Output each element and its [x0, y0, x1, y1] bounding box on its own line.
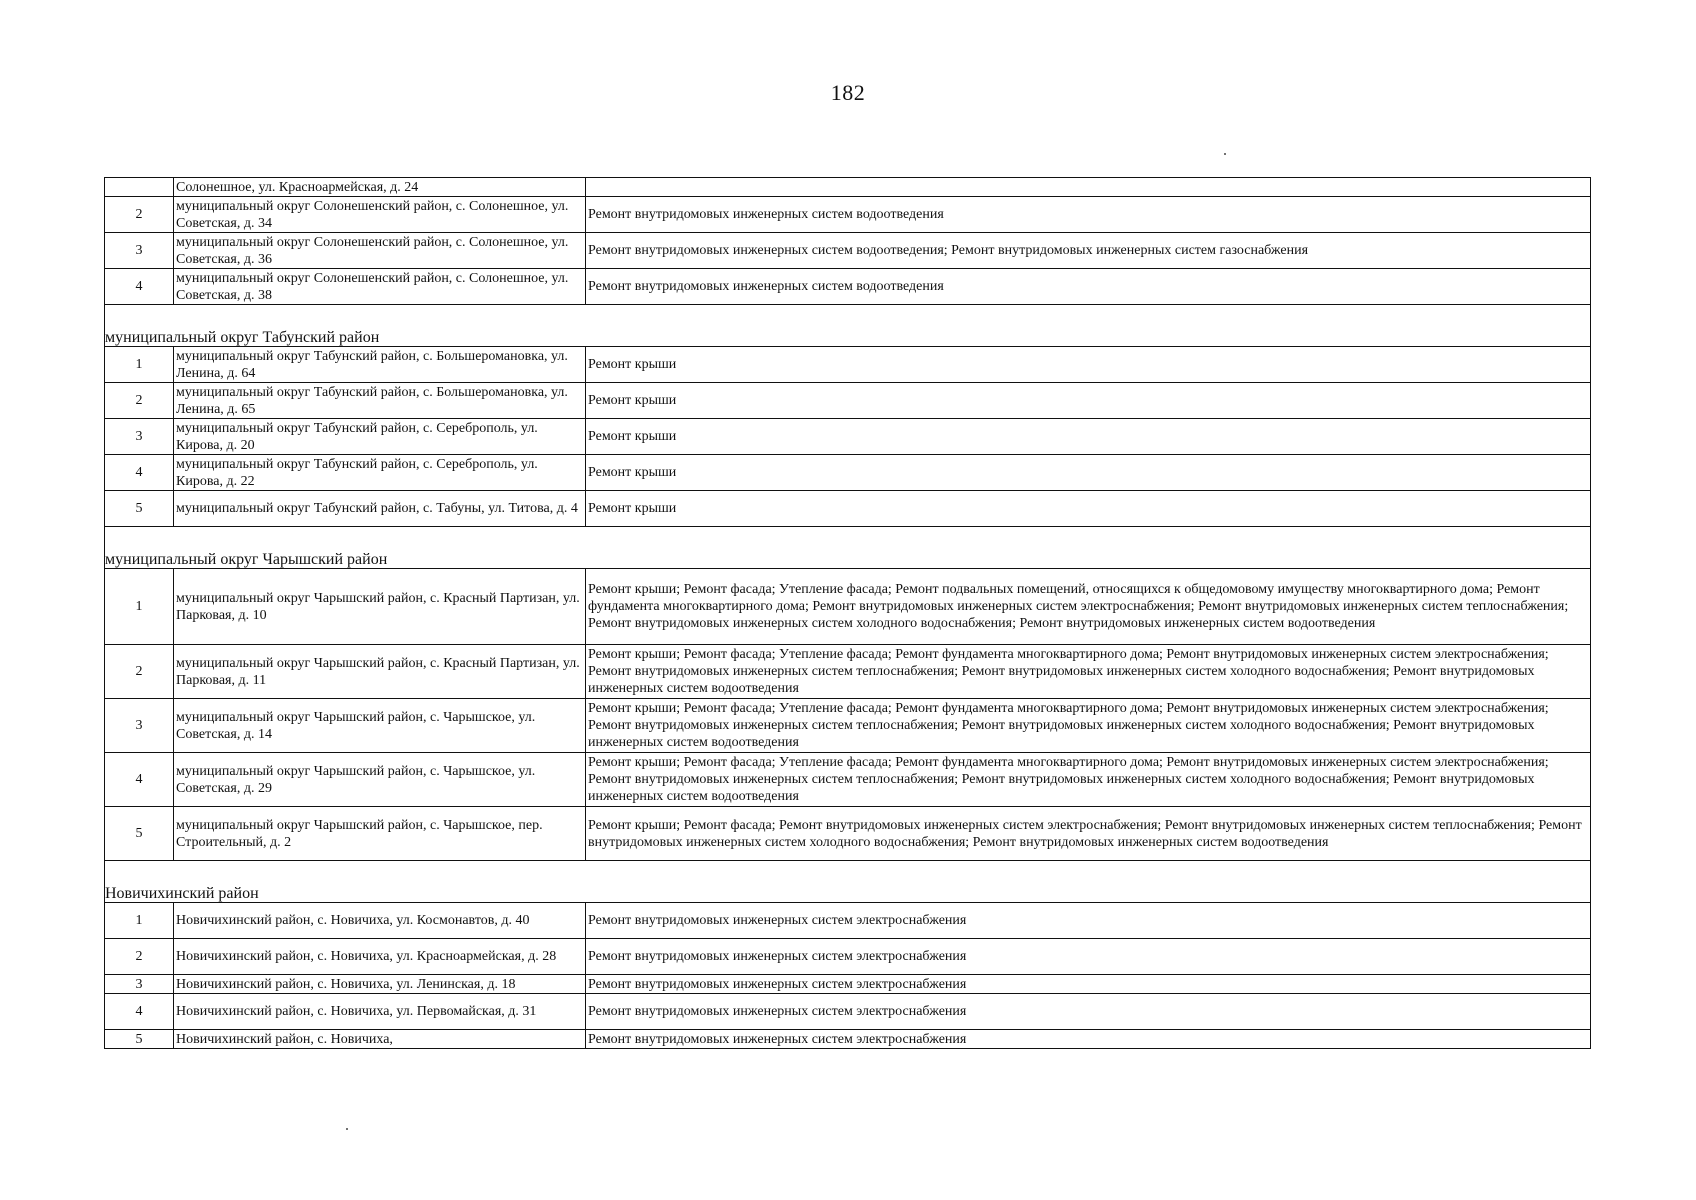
- row-number: 5: [105, 807, 174, 861]
- row-works: Ремонт крыши: [586, 347, 1591, 383]
- row-address: муниципальный округ Чарышский район, с. Красный Партизан, ул. Парковая, д. 10: [174, 569, 586, 645]
- table-row: [105, 383, 1591, 419]
- table-row: [105, 455, 1591, 491]
- row-number: 4: [105, 994, 174, 1030]
- row-number: 2: [105, 645, 174, 699]
- table-row: [105, 994, 1591, 1030]
- table-row: [105, 753, 1591, 807]
- row-address: Солонешное, ул. Красноармейская, д. 24: [174, 178, 586, 197]
- row-number: 1: [105, 347, 174, 383]
- section-title: муниципальный округ Табунский район: [105, 305, 1591, 347]
- row-number: 5: [105, 1030, 174, 1049]
- table-row: [105, 419, 1591, 455]
- row-number: [105, 178, 174, 197]
- scan-speck: [346, 1128, 348, 1130]
- table-row: [105, 939, 1591, 975]
- row-address: Новичихинский район, с. Новичиха, ул. Первомайская, д. 31: [174, 994, 586, 1030]
- row-number: 3: [105, 233, 174, 269]
- row-number: 5: [105, 491, 174, 527]
- row-works: Ремонт крыши; Ремонт фасада; Утепление фасада; Ремонт фундамента многоквартирного дома; Ремонт внутридомовых инженерных систем электроснабжения; Ремонт внутридомовых инженерных систем теплоснабжения; Ремонт внутридомовых инженерных систем холодного водоснабжения; Ремонт внутридомовых инженерных систем водоотведения: [586, 645, 1591, 699]
- table-row: [105, 699, 1591, 753]
- row-address: муниципальный округ Табунский район, с. Большеромановка, ул. Ленина, д. 64: [174, 347, 586, 383]
- row-number: 3: [105, 699, 174, 753]
- row-works: Ремонт крыши: [586, 419, 1591, 455]
- table-row: [105, 903, 1591, 939]
- row-number: 4: [105, 269, 174, 305]
- row-address: муниципальный округ Чарышский район, с. Чарышское, ул. Советская, д. 14: [174, 699, 586, 753]
- row-address: Новичихинский район, с. Новичиха, ул. Красноармейская, д. 28: [174, 939, 586, 975]
- row-number: 4: [105, 455, 174, 491]
- table-row: [105, 569, 1591, 645]
- row-works: Ремонт внутридомовых инженерных систем электроснабжения: [586, 903, 1591, 939]
- page-number: 182: [830, 80, 866, 105]
- row-works: Ремонт внутридомовых инженерных систем электроснабжения: [586, 994, 1591, 1030]
- row-number: 4: [105, 753, 174, 807]
- row-works: Ремонт крыши: [586, 491, 1591, 527]
- row-number: 3: [105, 419, 174, 455]
- section-heading-row: [105, 527, 1591, 569]
- row-address: муниципальный округ Солонешенский район, с. Солонешное, ул. Советская, д. 38: [174, 269, 586, 305]
- row-address: муниципальный округ Солонешенский район, с. Солонешное, ул. Советская, д. 34: [174, 197, 586, 233]
- table-row: [105, 491, 1591, 527]
- table-row: [105, 233, 1591, 269]
- row-address: муниципальный округ Чарышский район, с. Красный Партизан, ул. Парковая, д. 11: [174, 645, 586, 699]
- row-address: муниципальный округ Солонешенский район, с. Солонешное, ул. Советская, д. 36: [174, 233, 586, 269]
- row-address: муниципальный округ Табунский район, с. Сереброполь, ул. Кирова, д. 20: [174, 419, 586, 455]
- row-works: Ремонт крыши: [586, 383, 1591, 419]
- row-address: Новичихинский район, с. Новичиха, ул. Ленинская, д. 18: [174, 975, 586, 994]
- row-works: Ремонт внутридомовых инженерных систем водоотведения: [586, 269, 1591, 305]
- table-row: [105, 975, 1591, 994]
- row-works: Ремонт крыши; Ремонт фасада; Ремонт внутридомовых инженерных систем электроснабжения; Ремонт внутридомовых инженерных систем теплоснабжения; Ремонт внутридомовых инженерных систем холодного водоснабжения; Ремонт внутридомовых инженерных систем водоотведения: [586, 807, 1591, 861]
- row-works: Ремонт внутридомовых инженерных систем электроснабжения: [586, 1030, 1591, 1049]
- row-address: муниципальный округ Чарышский район, с. Чарышское, пер. Строительный, д. 2: [174, 807, 586, 861]
- row-works: Ремонт крыши; Ремонт фасада; Утепление фасада; Ремонт подвальных помещений, относящихся к общедомовому имуществу многоквартирного дома; Ремонт фундамента многоквартирного дома; Ремонт внутридомовых инженерных систем электроснабжения; Ремонт внутридомовых инженерных систем теплоснабжения; Ремонт внутридомовых инженерных систем холодного водоснабжения; Ремонт внутридомовых инженерных систем водоотведения: [586, 569, 1591, 645]
- row-number: 2: [105, 939, 174, 975]
- row-address: муниципальный округ Табунский район, с. Сереброполь, ул. Кирова, д. 22: [174, 455, 586, 491]
- section-heading-row: [105, 861, 1591, 903]
- row-number: 1: [105, 569, 174, 645]
- section-title: муниципальный округ Чарышский район: [105, 527, 1591, 569]
- table-row: [105, 178, 1591, 197]
- row-address: муниципальный округ Табунский район, с. Табуны, ул. Титова, д. 4: [174, 491, 586, 527]
- row-works: Ремонт крыши; Ремонт фасада; Утепление фасада; Ремонт фундамента многоквартирного дома; Ремонт внутридомовых инженерных систем электроснабжения; Ремонт внутридомовых инженерных систем теплоснабжения; Ремонт внутридомовых инженерных систем холодного водоснабжения; Ремонт внутридомовых инженерных систем водоотведения: [586, 699, 1591, 753]
- row-works: Ремонт внутридомовых инженерных систем электроснабжения: [586, 939, 1591, 975]
- section-heading-row: [105, 305, 1591, 347]
- row-works: Ремонт внутридомовых инженерных систем водоотведения; Ремонт внутридомовых инженерных систем газоснабжения: [586, 233, 1591, 269]
- table-row: [105, 807, 1591, 861]
- row-address: муниципальный округ Табунский район, с. Большеромановка, ул. Ленина, д. 65: [174, 383, 586, 419]
- table-row: [105, 645, 1591, 699]
- row-works: Ремонт крыши; Ремонт фасада; Утепление фасада; Ремонт фундамента многоквартирного дома; Ремонт внутридомовых инженерных систем электроснабжения; Ремонт внутридомовых инженерных систем теплоснабжения; Ремонт внутридомовых инженерных систем холодного водоснабжения; Ремонт внутридомовых инженерных систем водоотведения: [586, 753, 1591, 807]
- row-address: Новичихинский район, с. Новичиха,: [174, 1030, 586, 1049]
- row-address: Новичихинский район, с. Новичиха, ул. Космонавтов, д. 40: [174, 903, 586, 939]
- section-title: Новичихинский район: [105, 861, 1591, 903]
- table-row: [105, 347, 1591, 383]
- row-works: Ремонт крыши: [586, 455, 1591, 491]
- row-number: 2: [105, 383, 174, 419]
- row-works: Ремонт внутридомовых инженерных систем водоотведения: [586, 197, 1591, 233]
- table-row: [105, 269, 1591, 305]
- scan-speck: [1224, 153, 1226, 155]
- row-number: 1: [105, 903, 174, 939]
- table-row: [105, 1030, 1591, 1049]
- row-works: Ремонт внутридомовых инженерных систем электроснабжения: [586, 975, 1591, 994]
- row-number: 3: [105, 975, 174, 994]
- repair-registry-table: [104, 177, 1591, 1049]
- table-row: [105, 197, 1591, 233]
- row-works: [586, 178, 1591, 197]
- row-number: 2: [105, 197, 174, 233]
- row-address: муниципальный округ Чарышский район, с. Чарышское, ул. Советская, д. 29: [174, 753, 586, 807]
